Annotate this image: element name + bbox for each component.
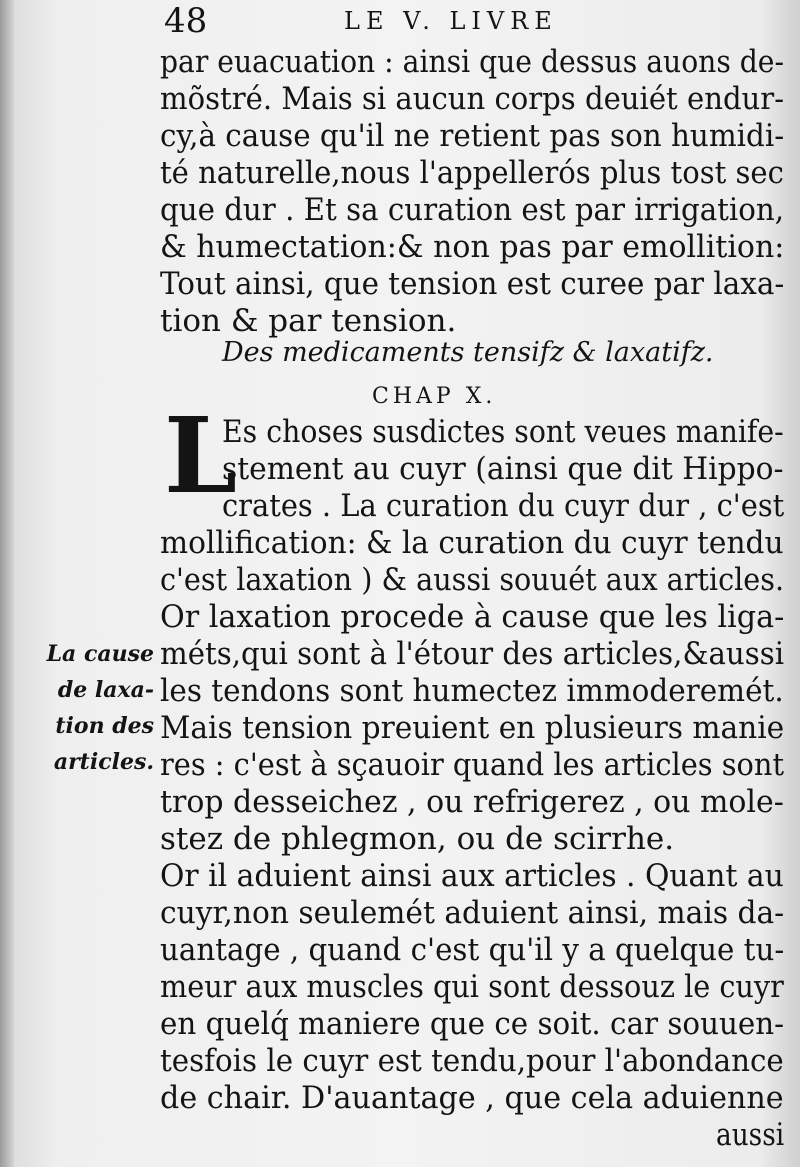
margin-note-line: de laxa- [57, 677, 154, 703]
text-line: trop desseichez , ou refrigerez , ou mole- [160, 784, 784, 820]
text-line: tesfois le cuyr est tendu,pour l'abondance [160, 1043, 784, 1079]
text-line: mõstré. Mais si aucun corps deuiét endur- [160, 81, 785, 117]
text-line: Mais tension preuient en plusieurs manie [160, 710, 785, 746]
text-line: méts,qui sont à l'étour des articles,&aussi [160, 636, 785, 672]
text-line: mollification: & la curation du cuyr tendu [160, 525, 784, 561]
text-line: Or il aduient ainsi aux articles . Quant au [160, 858, 784, 894]
text-line: c'est laxation ) & aussi souuét aux articles. [160, 562, 785, 598]
text-line: uantage , quand c'est qu'il y a quelque tu- [160, 932, 785, 968]
binding-gutter [0, 0, 14, 1167]
text-line: les tendons sont humectez immoderemét. [160, 673, 784, 709]
text-line: Es choses susdictes sont veues manife- [222, 414, 784, 450]
text-line: res : c'est à sçauoir quand les articles sont [160, 747, 785, 783]
margin-note-line: tion des [55, 713, 154, 739]
text-line: cuyr,non seulemét aduient ainsi, mais da- [160, 895, 785, 931]
text-line: Or laxation procede à cause que les liga- [160, 599, 785, 635]
text-line: que dur . Et sa curation est par irrigation, [160, 192, 785, 228]
text-line: Tout ainsi, que tension est curee par laxa- [160, 266, 785, 302]
drop-cap: L [164, 394, 238, 517]
text-line: de chair. D'auantage , que cela aduienne [160, 1080, 784, 1116]
text-line: cy,à cause qu'il ne retient pas son humidi- [160, 118, 785, 154]
text-line: meur aux muscles qui sont dessouz le cuyr [160, 969, 784, 1005]
page-header [158, 2, 758, 40]
chapter-subtitle: Des medicaments tensifz & laxatifz. [222, 337, 714, 368]
text-line: & humectation:& non pas par emollition: [160, 229, 785, 265]
catchword: aussi [716, 1117, 785, 1153]
text-line: stement au cuyr (ainsi que dit Hippo- [222, 451, 784, 487]
running-head: LE V. LIVRE [344, 7, 558, 35]
margin-note-line: La cause [46, 641, 154, 667]
margin-note [28, 636, 154, 780]
chapter-heading: CHAP X. [372, 384, 497, 409]
text-line: par euacuation : ainsi que dessus auons de- [160, 44, 785, 80]
page-number: 48 [164, 1, 208, 41]
text-line: té naturelle,nous l'appellerós plus tost sec [160, 155, 784, 191]
margin-note-line: articles. [53, 749, 154, 775]
text-line: crates . La curation du cuyr dur , c'est [222, 488, 785, 524]
text-line: stez de phlegmon, ou de scirrhe. [160, 821, 675, 857]
text-line: tion & par tension. [160, 303, 457, 339]
text-line: en quelq́ maniere que ce soit. car souuen- [160, 1006, 785, 1042]
